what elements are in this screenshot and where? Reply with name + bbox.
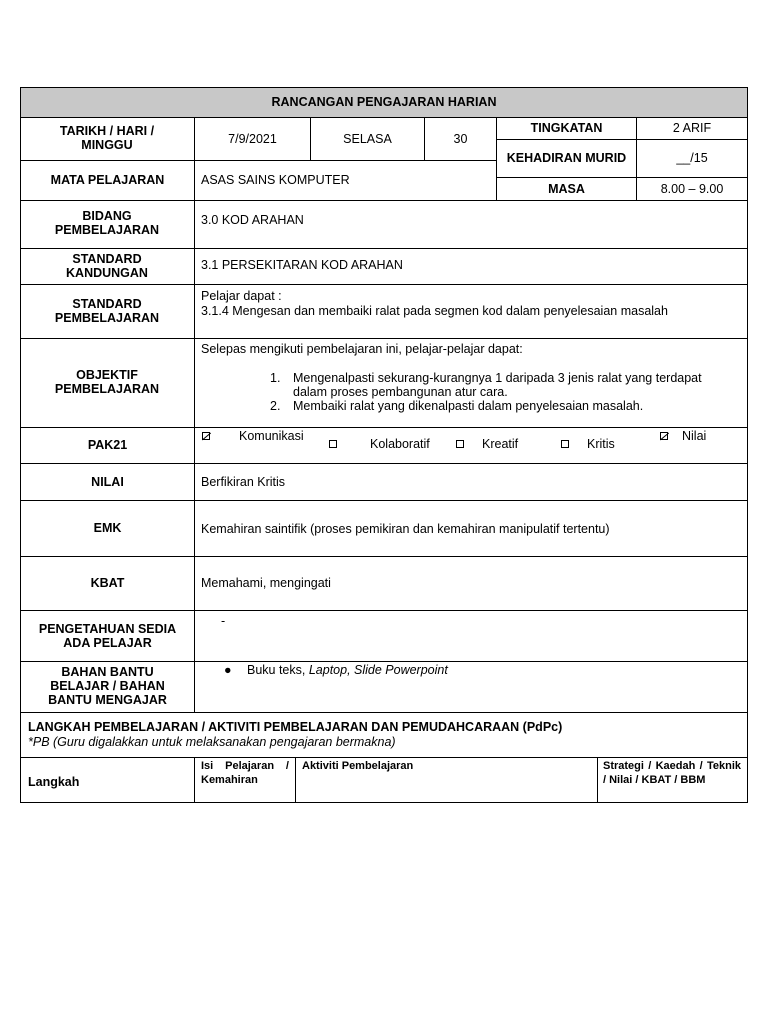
nilai-value: Berfikiran Kritis <box>201 475 286 489</box>
komunikasi-label: Komunikasi <box>239 429 304 443</box>
langkah-col-strategi: Strategi / Kaedah / Teknik / Nilai / KBAT / BBM <box>603 760 741 786</box>
pengetahuan-value: - <box>221 614 226 628</box>
kolaboratif-checkbox[interactable] <box>329 440 337 448</box>
masa-label: MASA <box>548 182 585 196</box>
standard-pembelajaran-label: STANDARD PEMBELAJARAN <box>54 297 160 325</box>
langkah-note: *PB (Guru digalakkan untuk melaksanakan pengajaran bermakna) <box>28 735 396 749</box>
pengetahuan-label: PENGETAHUAN SEDIA ADA PELAJAR <box>38 622 177 650</box>
kritis-checkbox[interactable] <box>561 440 569 448</box>
kehadiran-label: KEHADIRAN MURID <box>506 151 627 165</box>
masa-value: 8.00 – 9.00 <box>660 182 724 196</box>
kbat-label: KBAT <box>90 576 125 590</box>
langkah-col-langkah: Langkah <box>28 775 80 789</box>
komunikasi-checkbox[interactable] <box>202 432 210 440</box>
page-title: RANCANGAN PENGAJARAN HARIAN <box>271 95 497 109</box>
objektif-item-2-num: 2. <box>270 399 281 413</box>
mata-pelajaran-value: ASAS SAINS KOMPUTER <box>201 173 350 187</box>
standard-pembelajaran-line2: 3.1.4 Mengesan dan membaiki ralat pada segmen kod dalam penyelesaian masalah <box>201 304 668 318</box>
bahan-label: BAHAN BANTU BELAJAR / BAHAN BANTU MENGAJAR <box>48 665 167 707</box>
mata-pelajaran-label: MATA PELAJARAN <box>50 173 165 187</box>
objektif-item-1-text: Mengenalpasti sekurang-kurangnya 1 daripada 3 jenis ralat yang terdapat dalam proses pembangunan atur cara. <box>293 371 702 399</box>
tingkatan-label: TINGKATAN <box>530 121 603 135</box>
langkah-col-isi: Isi Pelajaran / Kemahiran <box>201 760 289 786</box>
emk-value: Kemahiran saintifik (proses pemikiran dan kemahiran manipulatif tertentu) <box>201 522 610 536</box>
tarikh-label: TARIKH / HARI / MINGGU <box>59 124 155 152</box>
kolaboratif-label: Kolaboratif <box>370 437 430 451</box>
bidang-value: 3.0 KOD ARAHAN <box>201 213 304 227</box>
emk-label: EMK <box>93 521 122 535</box>
langkah-heading: LANGKAH PEMBELAJARAN / AKTIVITI PEMBELAJARAN DAN PEMUDAHCARAAN (PdPc) <box>28 720 563 734</box>
standard-kandungan-label: STANDARD KANDUNGAN <box>66 252 148 280</box>
objektif-label: OBJEKTIF PEMBELAJARAN <box>54 368 160 396</box>
nilai-checkbox[interactable] <box>660 432 668 440</box>
kritis-label: Kritis <box>587 437 615 451</box>
bahan-prefix: Buku teks, <box>247 663 309 677</box>
tarikh-value: 7/9/2021 <box>228 132 277 146</box>
kehadiran-value: __/15 <box>676 151 708 165</box>
tingkatan-value: 2 ARIF <box>672 121 712 135</box>
objektif-intro: Selepas mengikuti pembelajaran ini, pelajar-pelajar dapat: <box>201 342 523 356</box>
objektif-item-2-text: Membaiki ralat yang dikenalpasti dalam penyelesaian masalah. <box>293 399 644 413</box>
bahan-value <box>247 663 737 677</box>
bidang-label: BIDANG PEMBELAJARAN <box>54 209 160 237</box>
hari-value: SELASA <box>343 132 392 146</box>
bahan-bullet: ● <box>224 663 232 677</box>
kreatif-checkbox[interactable] <box>456 440 464 448</box>
kreatif-label: Kreatif <box>482 437 519 451</box>
minggu-value: 30 <box>453 132 468 146</box>
nilai-option-label: Nilai <box>682 429 707 443</box>
nilai-label: NILAI <box>91 475 124 489</box>
bahan-italic: Laptop, Slide Powerpoint <box>308 663 448 677</box>
langkah-col-aktiviti: Aktiviti Pembelajaran <box>302 760 414 772</box>
kbat-value: Memahami, mengingati <box>201 576 331 590</box>
objektif-item-1-num: 1. <box>270 371 281 385</box>
pak21-label: PAK21 <box>87 438 128 452</box>
standard-kandungan-value: 3.1 PERSEKITARAN KOD ARAHAN <box>201 258 403 272</box>
standard-pembelajaran-line1: Pelajar dapat : <box>201 289 282 303</box>
